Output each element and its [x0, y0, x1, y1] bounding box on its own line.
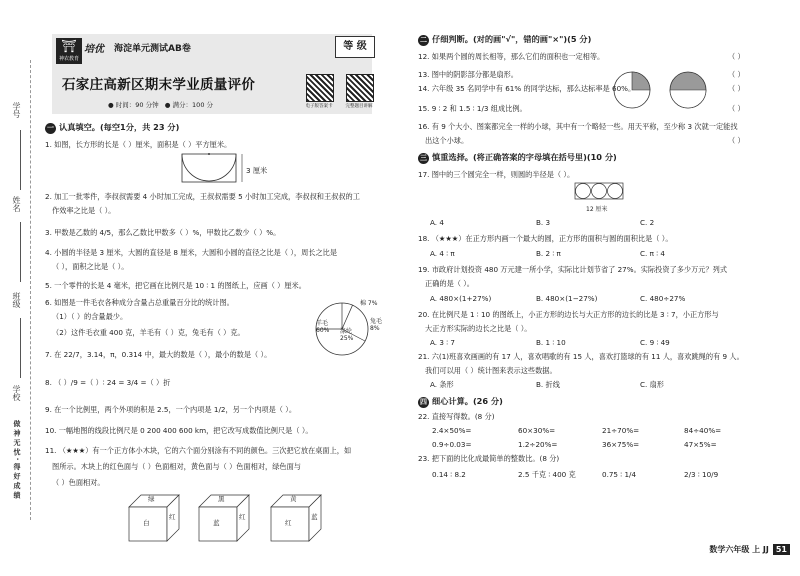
publisher-logo: ⛩ 神农教育: [56, 38, 82, 64]
exam-time: 时间：90 分钟: [115, 101, 159, 109]
cube-front-face: 蓝: [213, 519, 220, 527]
gutter-slogan: 做 神 无 忧 · 得 好 成 绩: [13, 420, 21, 499]
calc-item: 0.9÷0.03=: [432, 440, 472, 449]
question-11-line-3: （ ）色面相对。: [52, 478, 105, 487]
question-10: 10. 一幅地图的线段比例尺是 0 200 400 600 km，把它改写成数值比例尺是（ ）。: [45, 426, 313, 435]
qr-code-answers[interactable]: [306, 74, 334, 102]
qr-caption-answers: 电子版答案卡: [305, 104, 333, 109]
q18-option-a[interactable]: A. 4 ∶ π: [430, 249, 455, 258]
q17-option-b[interactable]: B. 3: [536, 218, 551, 227]
ratio-item: 2.5 千克 ∶ 400 克: [518, 470, 576, 479]
answer-paren-16[interactable]: （ ）: [728, 136, 745, 145]
q19-option-a[interactable]: A. 480×(1+27%): [430, 294, 492, 303]
question-5: 5. 一个零件的长是 4 毫米，把它画在比例尺是 10 ∶ 1 的图纸上，应画（ ）厘米。: [45, 281, 306, 290]
calc-item: 2.4×50%=: [432, 426, 472, 435]
question-9: 9. 在一个比例里，两个外项的积是 2.5，一个内项是 1/2，另一个内项是（ ）。: [45, 405, 297, 414]
question-1: 1. 如图，长方形的长是（ ）厘米，面积是（ ）平方厘米。: [45, 140, 232, 149]
semicircle-arc: [182, 154, 236, 181]
calc-item: 1.2÷20%=: [518, 440, 558, 449]
answer-paren-14[interactable]: （ ）: [728, 84, 745, 93]
question-20-line-2: 大正方形实际的边长之比是（ ）。: [425, 324, 532, 333]
q20-option-c[interactable]: C. 9 ∶ 49: [640, 338, 670, 347]
ratio-item: 0.14 ∶ 8.2: [432, 470, 466, 479]
question-6-part-2: （2）这件毛衣重 400 克，羊毛有（ ）克，兔毛有（ ）克。: [52, 328, 245, 337]
cube-top-face: 黄: [290, 495, 297, 503]
question-2-line-1: 2. 加工一批零件，李叔叔需要 4 小时加工完成，王叔叔需要 5 小时加工完成，李叔叔和王叔叔的工: [45, 192, 360, 201]
question-14: 14. 六年级 35 名同学中有 61% 的同学达标，那么达标率是 60%。: [418, 84, 636, 93]
binding-gutter: [0, 0, 40, 576]
cube-side-face: 红: [239, 513, 246, 521]
cube-top-face: 黑: [218, 495, 225, 503]
q18-option-b[interactable]: B. 2 ∶ π: [536, 249, 561, 258]
qr-code-explain[interactable]: [346, 74, 374, 102]
cube-figure: [128, 494, 180, 544]
question-11-line-2: 图所示。木块上的红色面与（ ）色面相对，黄色面与（ ）色面相对，绿色面与: [52, 462, 301, 471]
cube-front-face: 红: [285, 519, 292, 527]
gutter-label-class: 班级: [12, 292, 21, 308]
pie-label-wool: 羊毛 60%: [316, 320, 330, 334]
question-13: 13. 图中的阴影部分都是扇形。: [418, 70, 518, 79]
question-7: 7. 在 22/7，3.14，π，0.314 中，最大的数是（ ），最小的数是（ ）。: [45, 350, 272, 359]
question-18: 18. （★★★）在正方形内画一个最大的圆，正方形的面积与圆的面积比是（ ）。: [418, 234, 673, 243]
gutter-label-student-id: 学号: [12, 102, 21, 118]
exam-score: 满分：100 分: [172, 101, 214, 109]
q20-option-a[interactable]: A. 3 ∶ 7: [430, 338, 455, 347]
question-6: 6. 如图是一件毛衣各种成分含量占总重量百分比的统计图。: [45, 298, 234, 307]
question-15: 15. 9 ∶ 2 和 1.5 ∶ 1/3 组成比例。: [418, 104, 527, 113]
star-icon: ●: [164, 101, 171, 109]
cut-line: [30, 60, 31, 520]
footer-subject: 数学六年级 上 JJ: [709, 545, 769, 554]
pie-label-polyester: 涤纶 25%: [340, 328, 354, 342]
cube-side-face: 蓝: [311, 513, 318, 521]
question-20-line-1: 20. 在比例尺是 1 ∶ 10 的图纸上，小正方形的边长与大正方形的边长的比是 3 ∶ 7，小正方形与: [418, 310, 719, 319]
q21-option-c[interactable]: C. 扇形: [640, 380, 664, 389]
cube-top-face: 绿: [148, 495, 155, 503]
question-3: 3. 甲数是乙数的 4/5，那么乙数比甲数多（ ）%，甲数比乙数少（ ）%。: [45, 228, 281, 237]
question-12: 12. 如果两个圆的周长相等，那么它们的面积也一定相等。: [418, 52, 605, 61]
unshaded-half: [670, 90, 706, 108]
ratio-item: 2/3 ∶ 10/9: [684, 470, 719, 479]
section-2-header: 二 仔细判断。(对的画"√"，错的画"×")(5 分): [420, 34, 592, 44]
figure-dimension-label: 3 厘米: [246, 166, 268, 175]
calc-item: 36×75%=: [602, 440, 640, 449]
question-16-line-1: 16. 有 9 个大小、图案都完全一样的小球，其中有一个略轻一些。用天平称，至少称 3 次就一定能找: [418, 122, 738, 131]
page-title: 石家庄高新区期末学业质量评价: [62, 77, 256, 93]
q19-option-c[interactable]: C. 480÷27%: [640, 294, 686, 303]
question-2-line-2: 作效率之比是（ ）。: [52, 206, 116, 215]
calc-item: 84÷40%=: [684, 426, 722, 435]
center-dot: [208, 153, 210, 155]
ratio-item: 0.75 ∶ 1/4: [602, 470, 637, 479]
calc-item: 21÷70%=: [602, 426, 640, 435]
rectangle-shape: [182, 154, 236, 182]
q17-option-a[interactable]: A. 4: [430, 218, 444, 227]
question-19-line-1: 19. 市政府计划投资 480 万元建一所小学，实际比计划节省了 27%。实际投资了多少万元？列式: [418, 265, 728, 274]
calc-item: 60×30%=: [518, 426, 556, 435]
three-circles-figure: [574, 182, 626, 204]
answer-paren-13[interactable]: （ ）: [728, 70, 745, 79]
exam-meta: [108, 100, 213, 109]
cube-figure: [270, 494, 322, 544]
cube-front-face: 白: [143, 519, 150, 527]
question-21-line-2: 我们可以用（ ）统计图来表示这些数据。: [425, 366, 557, 375]
page-footer: [709, 544, 790, 555]
question-23: 23. 把下面的比化成最简单的整数比。(8 分): [418, 454, 560, 463]
section-2-badge: 二: [420, 36, 427, 44]
pie-label-rabbit: 兔毛 8%: [370, 318, 383, 332]
cube-figure: [198, 494, 250, 544]
q18-option-c[interactable]: C. π ∶ 4: [640, 249, 665, 258]
section-3-header: 三 慎重选择。(将正确答案的字母填在括号里)(10 分): [420, 152, 617, 162]
question-19-line-2: 正确的是（ ）。: [425, 279, 474, 288]
answer-paren-12[interactable]: （ ）: [728, 52, 745, 61]
answer-paren-15[interactable]: （ ）: [728, 104, 745, 113]
qr-caption-explain: 完整题目讲解: [345, 104, 373, 109]
gutter-label-school: 学校: [12, 385, 21, 401]
section-3-badge: 三: [420, 154, 427, 162]
question-4-line-2: （ ），面积之比是（ ）。: [52, 262, 129, 271]
question-4-line-1: 4. 小圆的半径是 3 厘米，大圆的直径是 8 厘米，大圆和小圆的直径之比是（ ），周长之比是: [45, 248, 338, 257]
question-11-line-1: 11. （★★★）有一个正方体小木块，它的六个面分别涂有不同的颜色。三次把它放在桌面上，如: [45, 446, 352, 455]
brand-name: 培优: [84, 44, 104, 55]
q20-option-b[interactable]: B. 1 ∶ 10: [536, 338, 566, 347]
gutter-label-name: 姓名: [12, 196, 21, 212]
q21-option-b[interactable]: B. 折线: [536, 380, 560, 389]
question-8: 8. （ ）/9 =（ ）∶ 24 = 3/4 =（ ）折: [45, 378, 171, 387]
series-name: 海淀单元测试AB卷: [114, 44, 191, 54]
section-4-badge: 四: [420, 398, 427, 406]
q19-option-b[interactable]: B. 480×(1−27%): [536, 294, 598, 303]
pie-label-cotton: 棉 7%: [360, 300, 378, 307]
section-1-badge: 一: [47, 124, 54, 132]
question-16-line-2: 出这个小球。: [425, 136, 469, 145]
cube-side-face: 红: [169, 513, 176, 521]
clock-icon: ●: [108, 101, 114, 109]
calc-item: 47×5%=: [684, 440, 717, 449]
circles-width-label: 12 厘米: [586, 206, 608, 213]
section-1-header: 一 认真填空。(每空1分，共 23 分): [47, 122, 180, 132]
q17-option-c[interactable]: C. 2: [640, 218, 655, 227]
question-17: 17. 图中的三个圆完全一样，则圆的半径是（ ）。: [418, 170, 575, 179]
q21-option-a[interactable]: A. 条形: [430, 380, 454, 389]
question-21-line-1: 21. 六(1)班喜欢画画的有 17 人，喜欢唱歌的有 15 人，喜欢打篮球的有 11 人，喜欢跳绳的有 9 人。: [418, 352, 744, 361]
sector-figure-2: [668, 70, 708, 110]
question-22: 22. 直接写得数。(8 分): [418, 412, 495, 421]
page-number: 51: [773, 544, 790, 555]
section-4-header: 四 细心计算。(26 分): [420, 396, 503, 406]
question-6-part-1: （1）（ ）的含量最少。: [52, 312, 128, 321]
grade-box: 等 级: [335, 36, 375, 58]
